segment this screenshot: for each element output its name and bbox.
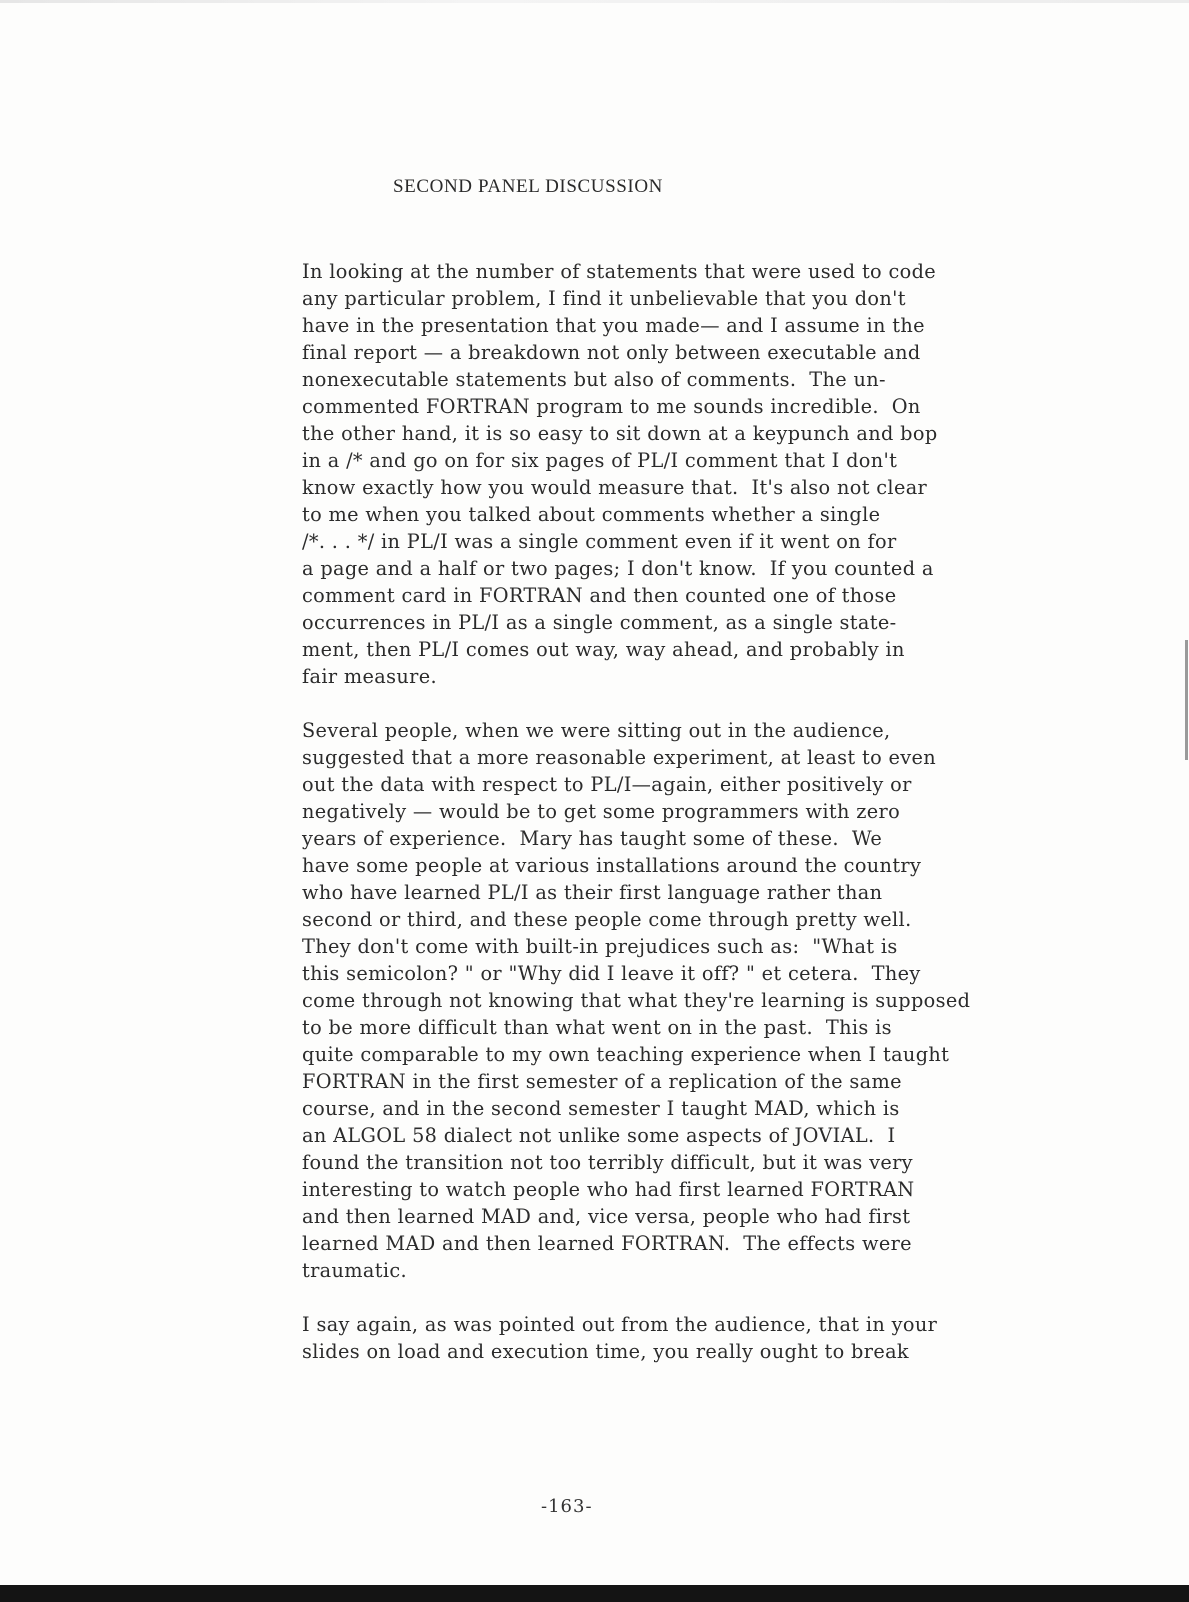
text-line: traumatic. [302,1259,407,1282]
text-line: nonexecutable statements but also of comments. The un- [302,368,886,391]
text-line: interesting to watch people who had first learned FORTRAN [302,1178,915,1201]
text-line: a page and a half or two pages; I don't know. If you counted a [302,557,934,580]
text-line: slides on load and execution time, you really ought to break [302,1340,909,1363]
page-title: SECOND PANEL DISCUSSION [393,176,663,197]
text-line: this semicolon? " or "Why did I leave it off? " et cetera. They [302,962,921,985]
text-line: learned MAD and then learned FORTRAN. The effects were [302,1232,912,1255]
text-line: quite comparable to my own teaching experience when I taught [302,1043,950,1066]
scan-edge-bottom [0,1585,1189,1602]
text-line: comment card in FORTRAN and then counted one of those [302,584,897,607]
text-line: Several people, when we were sitting out in the audience, [302,719,891,742]
text-line: occurrences in PL/I as a single comment, as a single state- [302,611,897,634]
body-text [302,258,1102,1392]
text-line: any particular problem, I find it unbelievable that you don't [302,287,906,310]
text-line: course, and in the second semester I taught MAD, which is [302,1097,900,1120]
text-line: I say again, as was pointed out from the audience, that in your [302,1313,938,1336]
text-line: years of experience. Mary has taught some of these. We [302,827,883,850]
paragraph [302,717,1102,1284]
text-line: have in the presentation that you made— and I assume in the [302,314,925,337]
text-line: have some people at various installations around the country [302,854,922,877]
text-line: fair measure. [302,665,437,688]
paragraph [302,1311,1102,1365]
text-line: FORTRAN in the first semester of a replication of the same [302,1070,902,1093]
text-line: second or third, and these people come through pretty well. [302,908,912,931]
text-line: suggested that a more reasonable experiment, at least to even [302,746,937,769]
text-line: in a /* and go on for six pages of PL/I comment that I don't [302,449,898,472]
text-line: found the transition not too terribly difficult, but it was very [302,1151,913,1174]
text-line: to me when you talked about comments whether a single [302,503,881,526]
paragraph [302,258,1102,690]
text-line: come through not knowing that what they're learning is supposed [302,989,971,1012]
text-line: who have learned PL/I as their first language rather than [302,881,883,904]
text-line: ment, then PL/I comes out way, way ahead, and probably in [302,638,905,661]
text-line: and then learned MAD and, vice versa, people who had first [302,1205,911,1228]
text-line: the other hand, it is so easy to sit down at a keypunch and bop [302,422,938,445]
text-line: to be more difficult than what went on in the past. This is [302,1016,892,1039]
scan-edge-top [0,0,1189,3]
text-line: In looking at the number of statements that were used to code [302,260,937,283]
text-line: final report — a breakdown not only between executable and [302,341,921,364]
text-line: commented FORTRAN program to me sounds incredible. On [302,395,921,418]
text-line: /*. . . */ in PL/I was a single comment even if it went on for [302,530,897,553]
text-line: an ALGOL 58 dialect not unlike some aspects of JOVIAL. I [302,1124,896,1147]
text-line: They don't come with built-in prejudices such as: "What is [302,935,898,958]
page-number: -163- [541,1496,593,1517]
text-line: know exactly how you would measure that. It's also not clear [302,476,928,499]
text-line: negatively — would be to get some programmers with zero [302,800,901,823]
text-line: out the data with respect to PL/I—again, either positively or [302,773,912,796]
scan-edge-mark [1185,640,1188,760]
